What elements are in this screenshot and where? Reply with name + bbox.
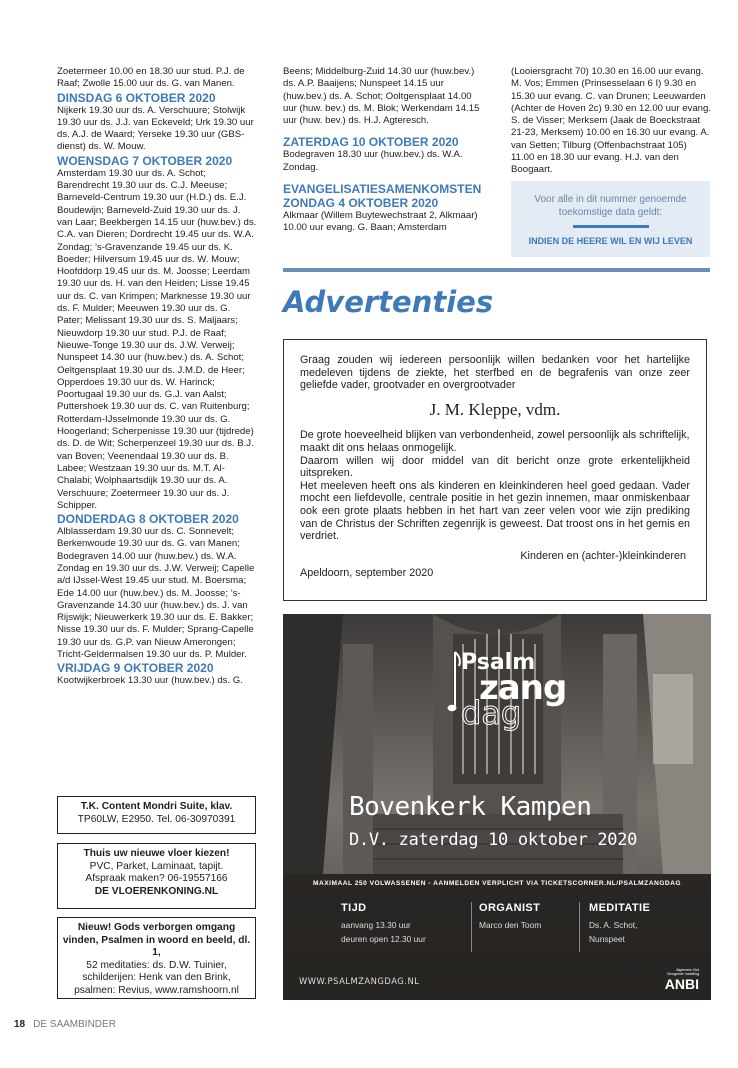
poster-info-panel — [283, 874, 711, 1000]
notice-motto: INDIEN DE HEERE WIL EN WIJ LEVEN — [528, 236, 693, 246]
service-text: Zoetermeer 10.00 en 18.30 uur stud. P.J. de Raaf; Zwolle 15.00 uur ds. G. van Manen. — [57, 66, 245, 90]
logo-zang: zang — [479, 668, 567, 708]
section-rule — [283, 268, 710, 272]
meditatie-heading: MEDITATIE — [589, 902, 651, 914]
classified-headline: T.K. Content Mondri Suite, klav. — [80, 801, 233, 812]
day-heading: DINSDAG 6 OKTOBER 2020 — [57, 90, 216, 105]
publication-name: DE SAAMBINDER — [33, 1019, 116, 1030]
notice-text: Voor alle in dit nummer genoemde toekomstige data geldt: — [534, 194, 687, 218]
day-heading: ZATERDAG 10 OKTOBER 2020 — [283, 135, 459, 150]
tijd-doors: deuren open 12.30 uur — [341, 934, 426, 944]
divider — [471, 902, 472, 952]
classified-line: 52 meditaties: ds. D.W. Tuinier, schilderijen: Henk van den Brink, psalmen: Revius, www.ramshoorn.nl — [74, 959, 239, 996]
service-text: Bodegraven 18.30 uur (huw.bev.) ds. W.A. Zondag. — [283, 149, 463, 173]
day-heading: EVANGELISATIESAMENKOMSTEN ZONDAG 4 OKTOBER 2020 — [283, 182, 482, 211]
service-text: Amsterdam 19.30 uur ds. A. Schot; Barendrecht 19.30 uur ds. C.J. Meeuse; Barneveld-Centrum 19.30 uur (H.D.) ds. E.J. Boudewijn; Barneveld-Zuid 19.30 uur ds. J. van Laar; Beekbergen 14.15 uur (huw.bev.) ds. C.A. van Dieren; Dordrecht 19.45 uur ds. W.A. Zondag; ’s-Gravenzande 19.45 uur ds. K. Boeder; Hilversum 19.45 uur ds. W. Mouw; Hoofddorp 19.45 uur ds. M. Joosse; Leerdam 19.30 uur ds. H. van den Heiden; Lisse 19.45 uur ds. C. van Krimpen; Marknesse 19.30 uur ds. F. Mulder; Meeuwen 19.30 uur ds. G. Pater; Melissant 19.30 uur ds. S. Maljaars; Nieuwdorp 19.30 uur stud. P.J. de Raaf; Nieuwe-Tonge 19.30 uur ds. J.W. Verweij; Nunspeet 14.30 uur (huw.bev.) ds. A. Schot; Oeltgensplaat 19.30 uur ds. J.M.D. de Heer; Opperdoes 19.30 uur ds. W. Harinck; Poortugaal 19.30 uur ds. G.J. van Aalst; Puttershoek 19.30 uur ds. C. van Ruitenburg; Rotterdam-IJsselmonde 19.30 uur ds. G. Hoogerland; Scherpenisse 19.30 uur (tijdrede) ds. D. de Wit; Scherpenzeel 19.30 uur ds. B.J. van Boven; Veenendaal 19.30 uur ds. B. Labee; Westzaan 19.30 uur ds. M.T. Al-Chalabi; Wolphaartsdijk 19.30 uur ds. A. Verschuure; Zoetermeer 19.30 uur ds. J. Schipper. — [57, 167, 257, 511]
ad-signature: Kinderen en (achter-)kleinkinderen — [520, 549, 686, 562]
logo-dag: dag — [461, 694, 522, 732]
classified-ad — [57, 843, 256, 909]
event-location: Bovenkerk Kampen — [349, 792, 592, 822]
divider — [579, 902, 580, 952]
church-services-column-2 — [283, 66, 488, 235]
ad-intro: Graag zouden wij iedereen persoonlijk willen bedanken voor het hartelijke medeleven tijdens de ziekte, het sterfbed en de begrafenis van onze zeer geliefde vader, grootvader en overgrootvader — [300, 354, 690, 392]
tijd-heading: TIJD — [341, 902, 367, 914]
meditatie-place: Nunspeet — [589, 934, 625, 944]
classified-website: DE VLOERENKONING.NL — [94, 885, 219, 897]
service-text: Alblasserdam 19.30 uur ds. C. Sonnevelt; Berkenwoude 19.30 uur ds. G. van Manen; Bodegraven 14.00 uur (huw.bev.) ds. W.A. Zondag en 19.30 uur ds. J.W. Verweij; Capelle a/d IJssel-West 19.45 uur stud. M. Boersma; Ede 14.00 uur (huw.bev.) ds. M. Joosse; ’s-Gravenzande 14.30 uur (huw.bev.) ds. J. van Rijswijk; Nieuwerkerk 19.30 uur ds. E. Bakker; Nisse 19.30 uur ds. F. Mulder; Sprang-Capelle 19.30 uur ds. G.P. van Nieuw Amerongen; Tricht-Geldermalsen 19.30 uur ds. P. Mulder. — [57, 526, 255, 661]
day-heading: WOENSDAG 7 OKTOBER 2020 — [57, 153, 233, 168]
ad-paragraph: De grote hoeveelheid blijken van verbondenheid, zowel persoonlijk als schriftelijk, maakt dit ons helaas onmogelijk. — [300, 429, 690, 454]
tijd-start: aanvang 13.30 uur — [341, 920, 411, 930]
church-services-column-3 — [511, 66, 711, 177]
classified-line: PVC, Parket, Laminaat, tapijt. — [89, 860, 224, 872]
service-text: (Looiersgracht 70) 10.30 en 16.00 uur evang. M. Vos; Emmen (Prinsesselaan 6 I) 9.30 en 15.30 uur evang. C. van Drunen; Leeuwarden (Achter de Hoven 2c) 9.30 en 12.00 uur evang. S. de Visser; Merksem (Jaak de Boeckstraat 21-23, Merksem) 10.00 en 16.30 uur evang. A. van Setten; Tilburg (Offenbachstraat 105) 11.00 en 18.30 uur evang. H.J. van den Boogaart. — [511, 66, 711, 176]
website-link[interactable]: WWW.PSALMZANGDAG.NL — [299, 976, 420, 986]
psalmzangdag-poster — [283, 614, 711, 1000]
page-footer — [14, 1019, 116, 1030]
meditatie-block — [589, 902, 689, 946]
classified-line: TP60LW, E2950. Tel. 06-30970391 — [77, 813, 236, 825]
anbi-subtext: Beogende Instelling — [667, 972, 699, 976]
registration-tagline: MAXIMAAL 250 VOLWASSENEN - AANMELDEN VERPLICHT VIA TICKETSCORNER.NL/PSALMZANGDAG — [313, 880, 681, 887]
logo-psalm: Psalm — [461, 650, 536, 675]
event-date: D.V. zaterdag 10 oktober 2020 — [349, 830, 638, 850]
ad-paragraph: Het meeleven heeft ons als kinderen en kleinkinderen heel goed gedaan. Vader mocht een liefdevolle, centrale positie in het gezin innemen, maar onmiskenbaar ook een grote plaats hebben in het hart van zeer velen voor wie zijn prediking van de Christus der Schriften zegenrijk is geweest. Dat troost ons in het gemis en verdriet. — [300, 479, 690, 543]
organist-name: Marco den Toom — [479, 920, 542, 930]
anbi-subtext: Algemeen Nut — [676, 968, 699, 972]
service-text: Kootwijkerbroek 13.30 uur (huw.bev.) ds. G. — [57, 675, 243, 687]
classified-ad — [57, 796, 256, 834]
anbi-text: ANBI — [664, 976, 699, 992]
classified-line: Afspraak maken? 06-19557166 — [85, 873, 228, 885]
day-heading: DONDERDAG 8 OKTOBER 2020 — [57, 512, 239, 527]
meditatie-name: Ds. A. Schot, — [589, 920, 638, 930]
classified-headline: Nieuw! Gods verborgen omgang vinden, Psalmen in woord en beeld, dl. 1, — [62, 922, 251, 959]
classified-ad — [57, 917, 256, 999]
notice-divider — [573, 225, 649, 228]
ad-name: J. M. Kleppe, vdm. — [429, 399, 561, 419]
organist-block — [479, 902, 579, 932]
notice-box — [511, 181, 710, 257]
day-heading: VRIJDAG 9 OKTOBER 2020 — [57, 661, 214, 676]
tijd-block — [341, 902, 441, 946]
service-text: Beens; Middelburg-Zuid 14.30 uur (huw.bev.) ds. A.P. Baaijens; Nunspeet 14.15 uur (huw.bev.) ds. A. Schot; Ooltgensplaat 14.00 uur (huw. bev.) ds. M. Blok; Werkendam 14.15 uur (huw. bev.) ds. H.J. Agteresch. — [283, 66, 480, 127]
church-services-column-1 — [57, 66, 257, 688]
page-number: 18 — [14, 1019, 26, 1030]
section-title: Advertenties — [283, 285, 494, 319]
ad-paragraph: Daarom willen wij door middel van dit bericht onze grote erkentelijkheid uitspreken. — [300, 454, 690, 480]
ad-place-date: Apeldoorn, september 2020 — [300, 567, 434, 580]
anbi-logo — [665, 968, 699, 992]
organist-heading: ORGANIST — [479, 902, 541, 914]
thank-you-ad — [283, 339, 707, 601]
service-text: Nijkerk 19.30 uur ds. A. Verschuure; Stolwijk 19.30 uur ds. J.J. van Eckeveld; Urk 19.30 uur ds. A.J. de Waard; Yerseke 19.30 uur (GBS-dienst) ds. W. Mouw. — [57, 104, 254, 153]
classified-headline: Thuis uw nieuwe vloer kiezen! — [83, 848, 230, 859]
service-text: Alkmaar (Willem Buytewechstraat 2, Alkmaar) 10.00 uur evang. G. Baan; Amsterdam — [283, 210, 478, 234]
